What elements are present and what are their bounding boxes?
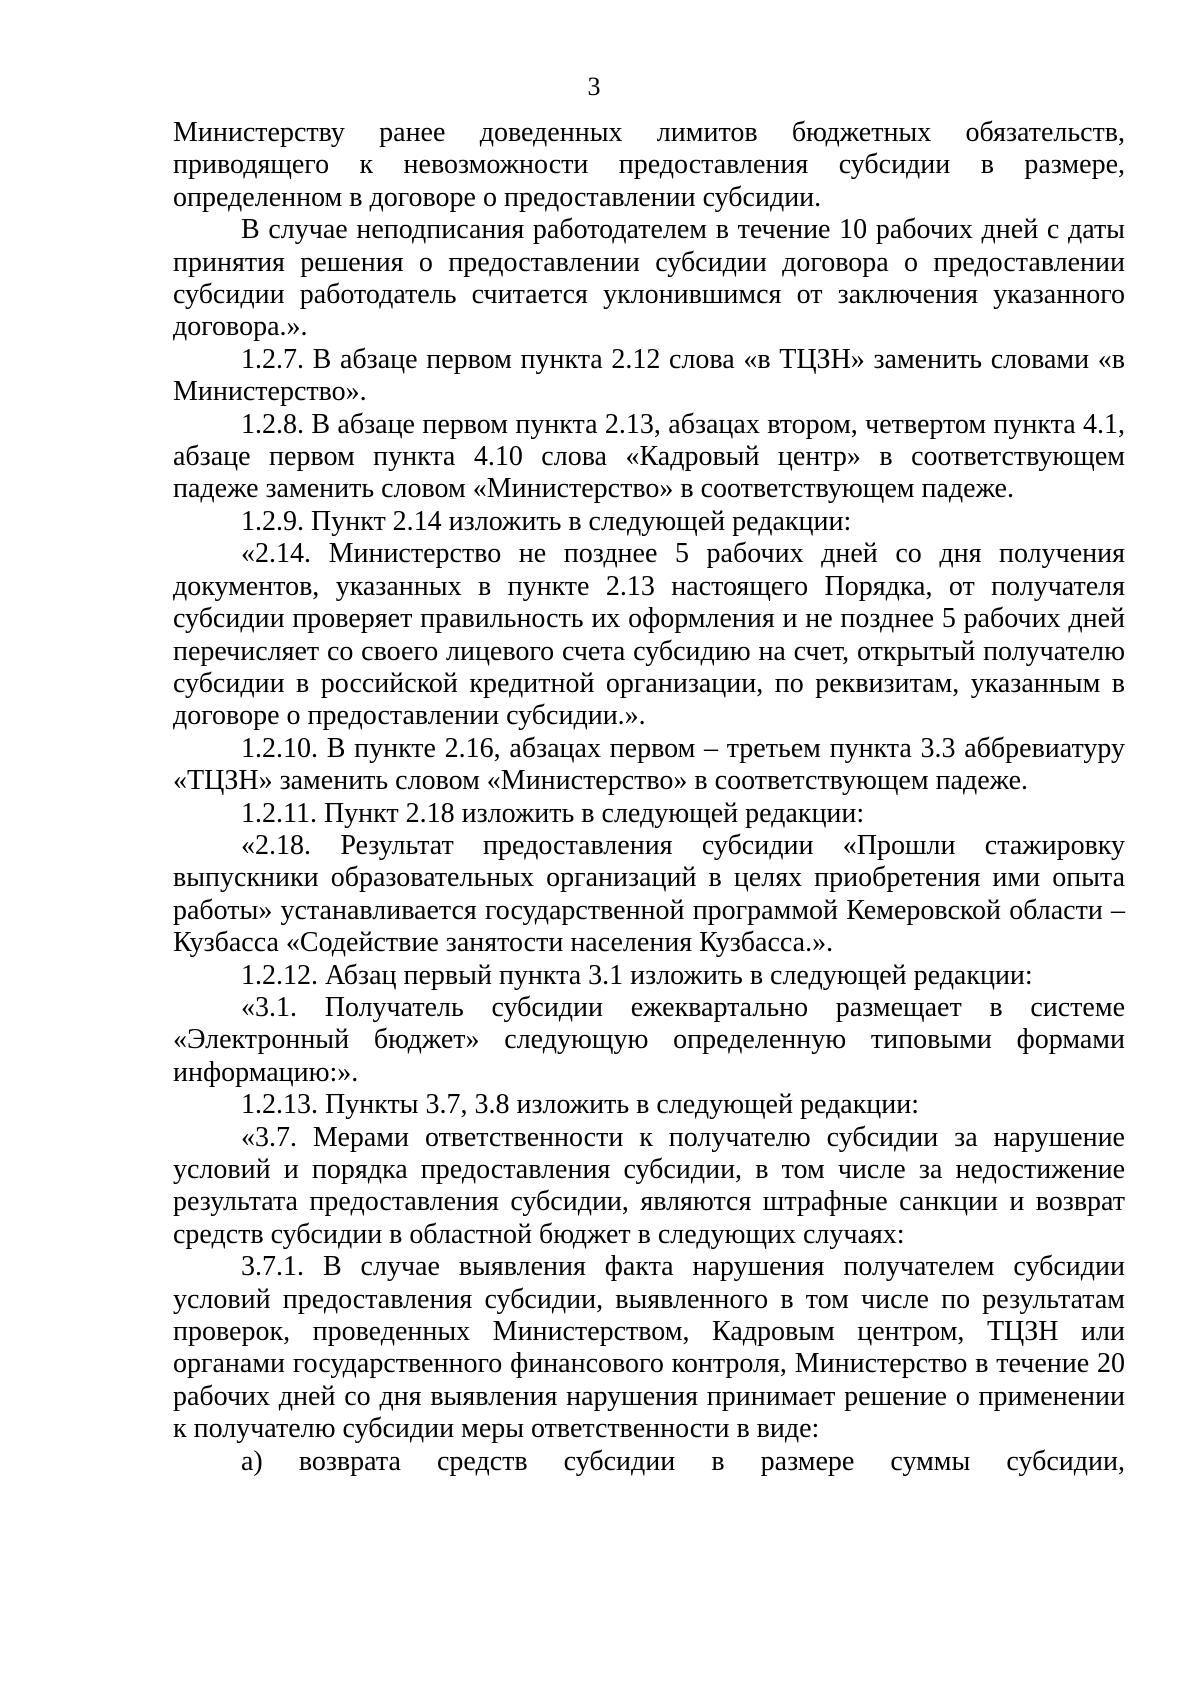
paragraph-1-2-7: 1.2.7. В абзаце первом пункта 2.12 слова «в ТЦЗН» заменить словами «в Министерство». <box>173 343 1125 408</box>
paragraph-3-1-quote: «3.1. Получатель субсидии ежеквартально размещает в системе «Электронный бюджет» следующую определенную типовыми формами информацию:». <box>173 991 1125 1088</box>
paragraph-contract-refusal: В случае неподписания работодателем в течение 10 рабочих дней с даты принятия решения о предоставлении субсидии договора о предоставлении субсидии работодатель считается уклонившимся от заключения указанного договора.». <box>173 214 1125 343</box>
paragraph-item-a: а) возврата средств субсидии в размере суммы субсидии, <box>241 1445 1125 1477</box>
paragraph-3-7-quote: «3.7. Мерами ответственности к получателю субсидии за нарушение условий и порядка предоставления субсидии, в том числе за недостижение результата предоставления субсидии, являются штрафные санкции и возврат средств субсидии в областной бюджет в следующих случаях: <box>173 1121 1125 1250</box>
paragraph-1-2-9: 1.2.9. Пункт 2.14 изложить в следующей редакции: <box>241 505 852 537</box>
paragraph-3-7-1: 3.7.1. В случае выявления факта нарушения получателем субсидии условий предоставления субсидии, выявленного в том числе по результатам проверок, проведенных Министерством, Кадровым центром, ТЦЗН или органами государственного финансового контроля, Министерство в течение 20 рабочих дней со дня выявления нарушения принимает решение о применении к получателю субсидии меры ответственности в виде: <box>173 1251 1125 1445</box>
paragraph-2-18-quote: «2.18. Результат предоставления субсидии «Прошли стажировку выпускники образовательных организаций в целях приобретения ими опыта работы» устанавливается государственной программой Кемеровской области – Кузбасса «Содействие занятости населения Кузбасса.». <box>173 829 1125 959</box>
paragraph-continuation: Министерству ранее доведенных лимитов бюджетных обязательств, приводящего к невозможности предоставления субсидии в размере, определенном в договоре о предоставлении субсидии. <box>173 117 1125 213</box>
paragraph-1-2-13: 1.2.13. Пункты 3.7, 3.8 изложить в следующей редакции: <box>241 1089 920 1121</box>
paragraph-1-2-10: 1.2.10. В пункте 2.16, абзацах первом – третьем пункта 3.3 аббревиатуру «ТЦЗН» заменить словом «Министерство» в соответствующем падеже. <box>173 732 1125 797</box>
paragraph-1-2-8: 1.2.8. В абзаце первом пункта 2.13, абзацах втором, четвертом пункта 4.1, абзаце первом пункта 4.10 слова «Кадровый центр» в соответствующем падеже заменить словом «Министерство» в соответствующем падеже. <box>173 408 1125 505</box>
paragraph-2-14-quote: «2.14. Министерство не позднее 5 рабочих дней со дня получения документов, указанных в пункте 2.13 настоящего Порядка, от получателя субсидии проверяет правильность их оформления и не позднее 5 рабочих дней перечисляет со своего лицевого счета субсидию на счет, открытый получателю субсидии в российской кредитной организации, по реквизитам, указанным в договоре о предоставлении субсидии.». <box>173 538 1125 732</box>
document-body <box>173 117 1125 1478</box>
page-number: 3 <box>587 72 601 101</box>
paragraph-1-2-12: 1.2.12. Абзац первый пункта 3.1 изложить в следующей редакции: <box>241 959 1033 991</box>
paragraph-1-2-11: 1.2.11. Пункт 2.18 изложить в следующей редакции: <box>241 797 865 829</box>
